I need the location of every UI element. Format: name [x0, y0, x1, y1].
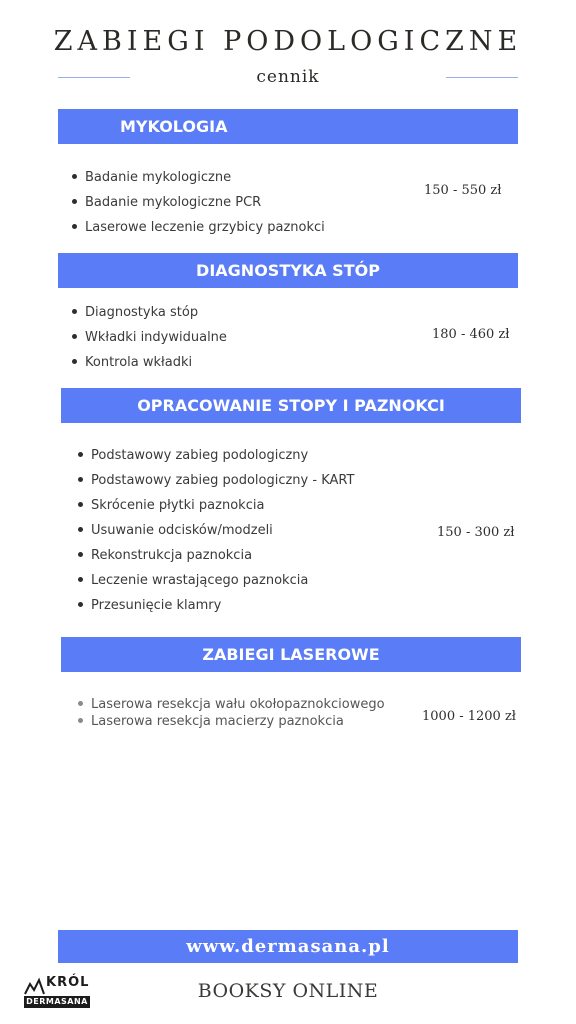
service-list-laserowe	[78, 696, 385, 730]
list-item: Laserowa resekcja macierzy paznokcia	[78, 713, 385, 730]
logo-wordmark: KRÓL	[46, 975, 90, 990]
list-item: Usuwanie odcisków/modzeli	[78, 518, 354, 543]
bullet-icon	[72, 309, 77, 314]
bullet-icon	[78, 718, 83, 723]
bullet-icon	[78, 502, 83, 507]
section-heading-laserowe: ZABIEGI LASEROWE	[61, 637, 521, 672]
bullet-icon	[72, 174, 77, 179]
list-item: Laserowe leczenie grzybicy paznokci	[72, 215, 325, 240]
booking-link[interactable]: BOOKSY ONLINE	[197, 980, 379, 1002]
bullet-icon	[78, 577, 83, 582]
price-mykologia: 150 - 550 zł	[424, 183, 502, 198]
page-title: ZABIEGI PODOLOGICZNE	[53, 26, 523, 57]
list-item: Badanie mykologiczne PCR	[72, 190, 325, 215]
bullet-icon	[78, 477, 83, 482]
list-item: Leczenie wrastającego paznokcia	[78, 568, 354, 593]
list-item: Podstawowy zabieg podologiczny - KART	[78, 468, 354, 493]
service-list-opracowanie	[78, 443, 354, 618]
logo-subtext: DERMASANA	[24, 996, 90, 1008]
bullet-icon	[72, 199, 77, 204]
list-item: Skrócenie płytki paznokcia	[78, 493, 354, 518]
bullet-icon	[78, 452, 83, 457]
list-item: Podstawowy zabieg podologiczny	[78, 443, 354, 468]
section-heading-mykologia	[58, 109, 518, 144]
bullet-icon	[72, 224, 77, 229]
service-list-mykologia	[72, 165, 325, 240]
bullet-icon	[72, 334, 77, 339]
section-heading-label: MYKOLOGIA	[120, 117, 228, 136]
section-heading-opracowanie: OPRACOWANIE STOPY I PAZNOKCI	[61, 388, 521, 423]
bullet-icon	[78, 552, 83, 557]
bullet-icon	[78, 602, 83, 607]
list-item: Badanie mykologiczne	[72, 165, 325, 190]
price-laserowe: 1000 - 1200 zł	[422, 709, 517, 724]
list-item: Wkładki indywidualne	[72, 325, 227, 350]
price-opracowanie: 150 - 300 zł	[437, 525, 515, 540]
section-heading-diagnostyka: DIAGNOSTYKA STÓP	[58, 253, 518, 288]
service-list-diagnostyka	[72, 300, 227, 375]
list-item: Kontrola wkładki	[72, 350, 227, 375]
list-item: Przesunięcie klamry	[78, 593, 354, 618]
page-subtitle: cennik	[256, 67, 320, 87]
price-diagnostyka: 180 - 460 zł	[432, 327, 510, 342]
right-rule	[446, 77, 518, 78]
list-item: Diagnostyka stóp	[72, 300, 227, 325]
list-item: Laserowa resekcja wału okołopaznokciowego	[78, 696, 385, 713]
bullet-icon	[78, 527, 83, 532]
bullet-icon	[78, 701, 83, 706]
list-item: Rekonstrukcja paznokcia	[78, 543, 354, 568]
bullet-icon	[72, 359, 77, 364]
website-banner[interactable]: www.dermasana.pl	[58, 930, 518, 963]
